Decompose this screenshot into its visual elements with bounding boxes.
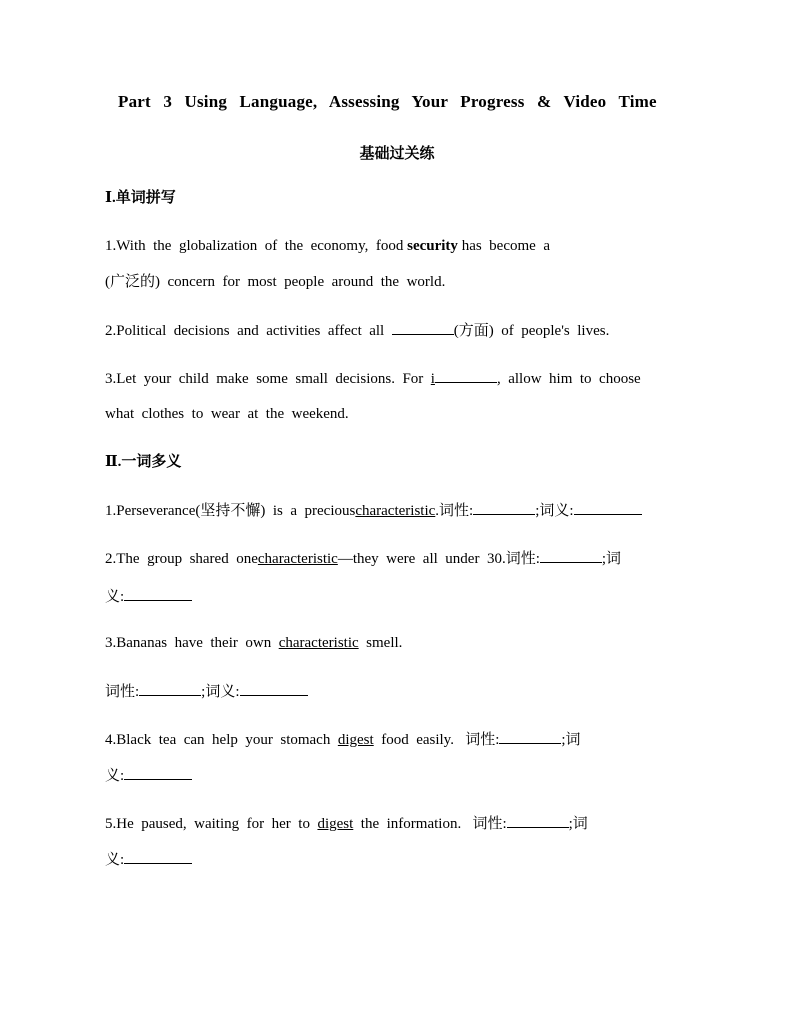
polysemy-q5-line1 xyxy=(105,813,588,834)
text: 1.Perseverance(坚持不懈) is a precious xyxy=(105,503,356,519)
spelling-q2 xyxy=(105,320,609,341)
hint-letter: i xyxy=(430,371,435,387)
page-title: Part 3 Using Language, Assessing Your Progress & Video Time xyxy=(118,92,657,111)
section-heading-polysemy: Ⅱ.一词多义 xyxy=(105,454,182,470)
polysemy-q5-line2 xyxy=(105,849,192,870)
polysemy-q4-line2 xyxy=(105,765,192,786)
polysemy-q2-line1 xyxy=(105,548,621,569)
text: ;词 xyxy=(568,816,588,832)
polysemy-q1 xyxy=(105,500,642,521)
text: .词性: xyxy=(435,503,474,519)
text: 义: xyxy=(105,852,125,868)
pos-blank[interactable] xyxy=(499,729,561,744)
text: 2.The group shared one xyxy=(105,551,258,567)
page-subtitle: 基础过关练 xyxy=(359,146,435,162)
text: ;词 xyxy=(601,551,622,567)
spelling-q3-line1 xyxy=(105,368,641,389)
text: food easily. 词性: xyxy=(373,732,500,748)
text: 义: xyxy=(105,589,125,605)
meaning-blank[interactable] xyxy=(574,500,642,515)
answer-blank[interactable] xyxy=(392,320,454,335)
pos-blank[interactable] xyxy=(473,500,535,515)
spelling-q1-line1 xyxy=(105,236,550,256)
spelling-q1-line2: (广泛的) concern for most people around the world. xyxy=(105,274,446,290)
target-word: characteristic xyxy=(278,635,359,651)
target-word: characteristic xyxy=(257,551,338,567)
spelling-q3-line2: what clothes to wear at the weekend. xyxy=(105,406,349,422)
answer-blank[interactable] xyxy=(435,368,497,383)
meaning-blank[interactable] xyxy=(124,765,192,780)
polysemy-q3-line2 xyxy=(105,681,308,702)
text: 2.Political decisions and activities affect all xyxy=(105,323,392,339)
pos-blank[interactable] xyxy=(139,681,201,696)
section-heading-spelling: Ⅰ.单词拼写 xyxy=(105,190,176,206)
polysemy-q3-line1 xyxy=(105,633,402,653)
text: 4.Black tea can help your stomach xyxy=(105,732,338,748)
target-word: digest xyxy=(337,732,374,748)
text: ;词义: xyxy=(535,503,574,519)
text: —they were all under 30.词性: xyxy=(337,551,540,567)
text: 词性: xyxy=(105,684,140,700)
bold-word: security xyxy=(407,238,458,254)
text: has become a xyxy=(457,238,550,254)
text: 义: xyxy=(105,768,125,784)
text: 1.With the globalization of the economy, food xyxy=(105,238,408,254)
text: 5.He paused, waiting for her to xyxy=(105,816,318,832)
text: 3.Let your child make some small decisions. For xyxy=(105,371,431,387)
polysemy-q4-line1 xyxy=(105,729,581,750)
target-word: digest xyxy=(317,816,354,832)
text: , allow him to choose xyxy=(496,371,641,387)
meaning-blank[interactable] xyxy=(240,681,308,696)
text: ;词义: xyxy=(201,684,240,700)
text: smell. xyxy=(358,635,403,651)
text: 3.Bananas have their own xyxy=(105,635,279,651)
meaning-blank[interactable] xyxy=(124,586,192,601)
pos-blank[interactable] xyxy=(540,548,602,563)
text: (方面) of people's lives. xyxy=(453,323,610,339)
target-word: characteristic xyxy=(355,503,436,519)
polysemy-q2-line2 xyxy=(105,586,192,607)
text: ;词 xyxy=(561,732,581,748)
pos-blank[interactable] xyxy=(507,813,569,828)
meaning-blank[interactable] xyxy=(124,849,192,864)
text: the information. 词性: xyxy=(353,816,507,832)
